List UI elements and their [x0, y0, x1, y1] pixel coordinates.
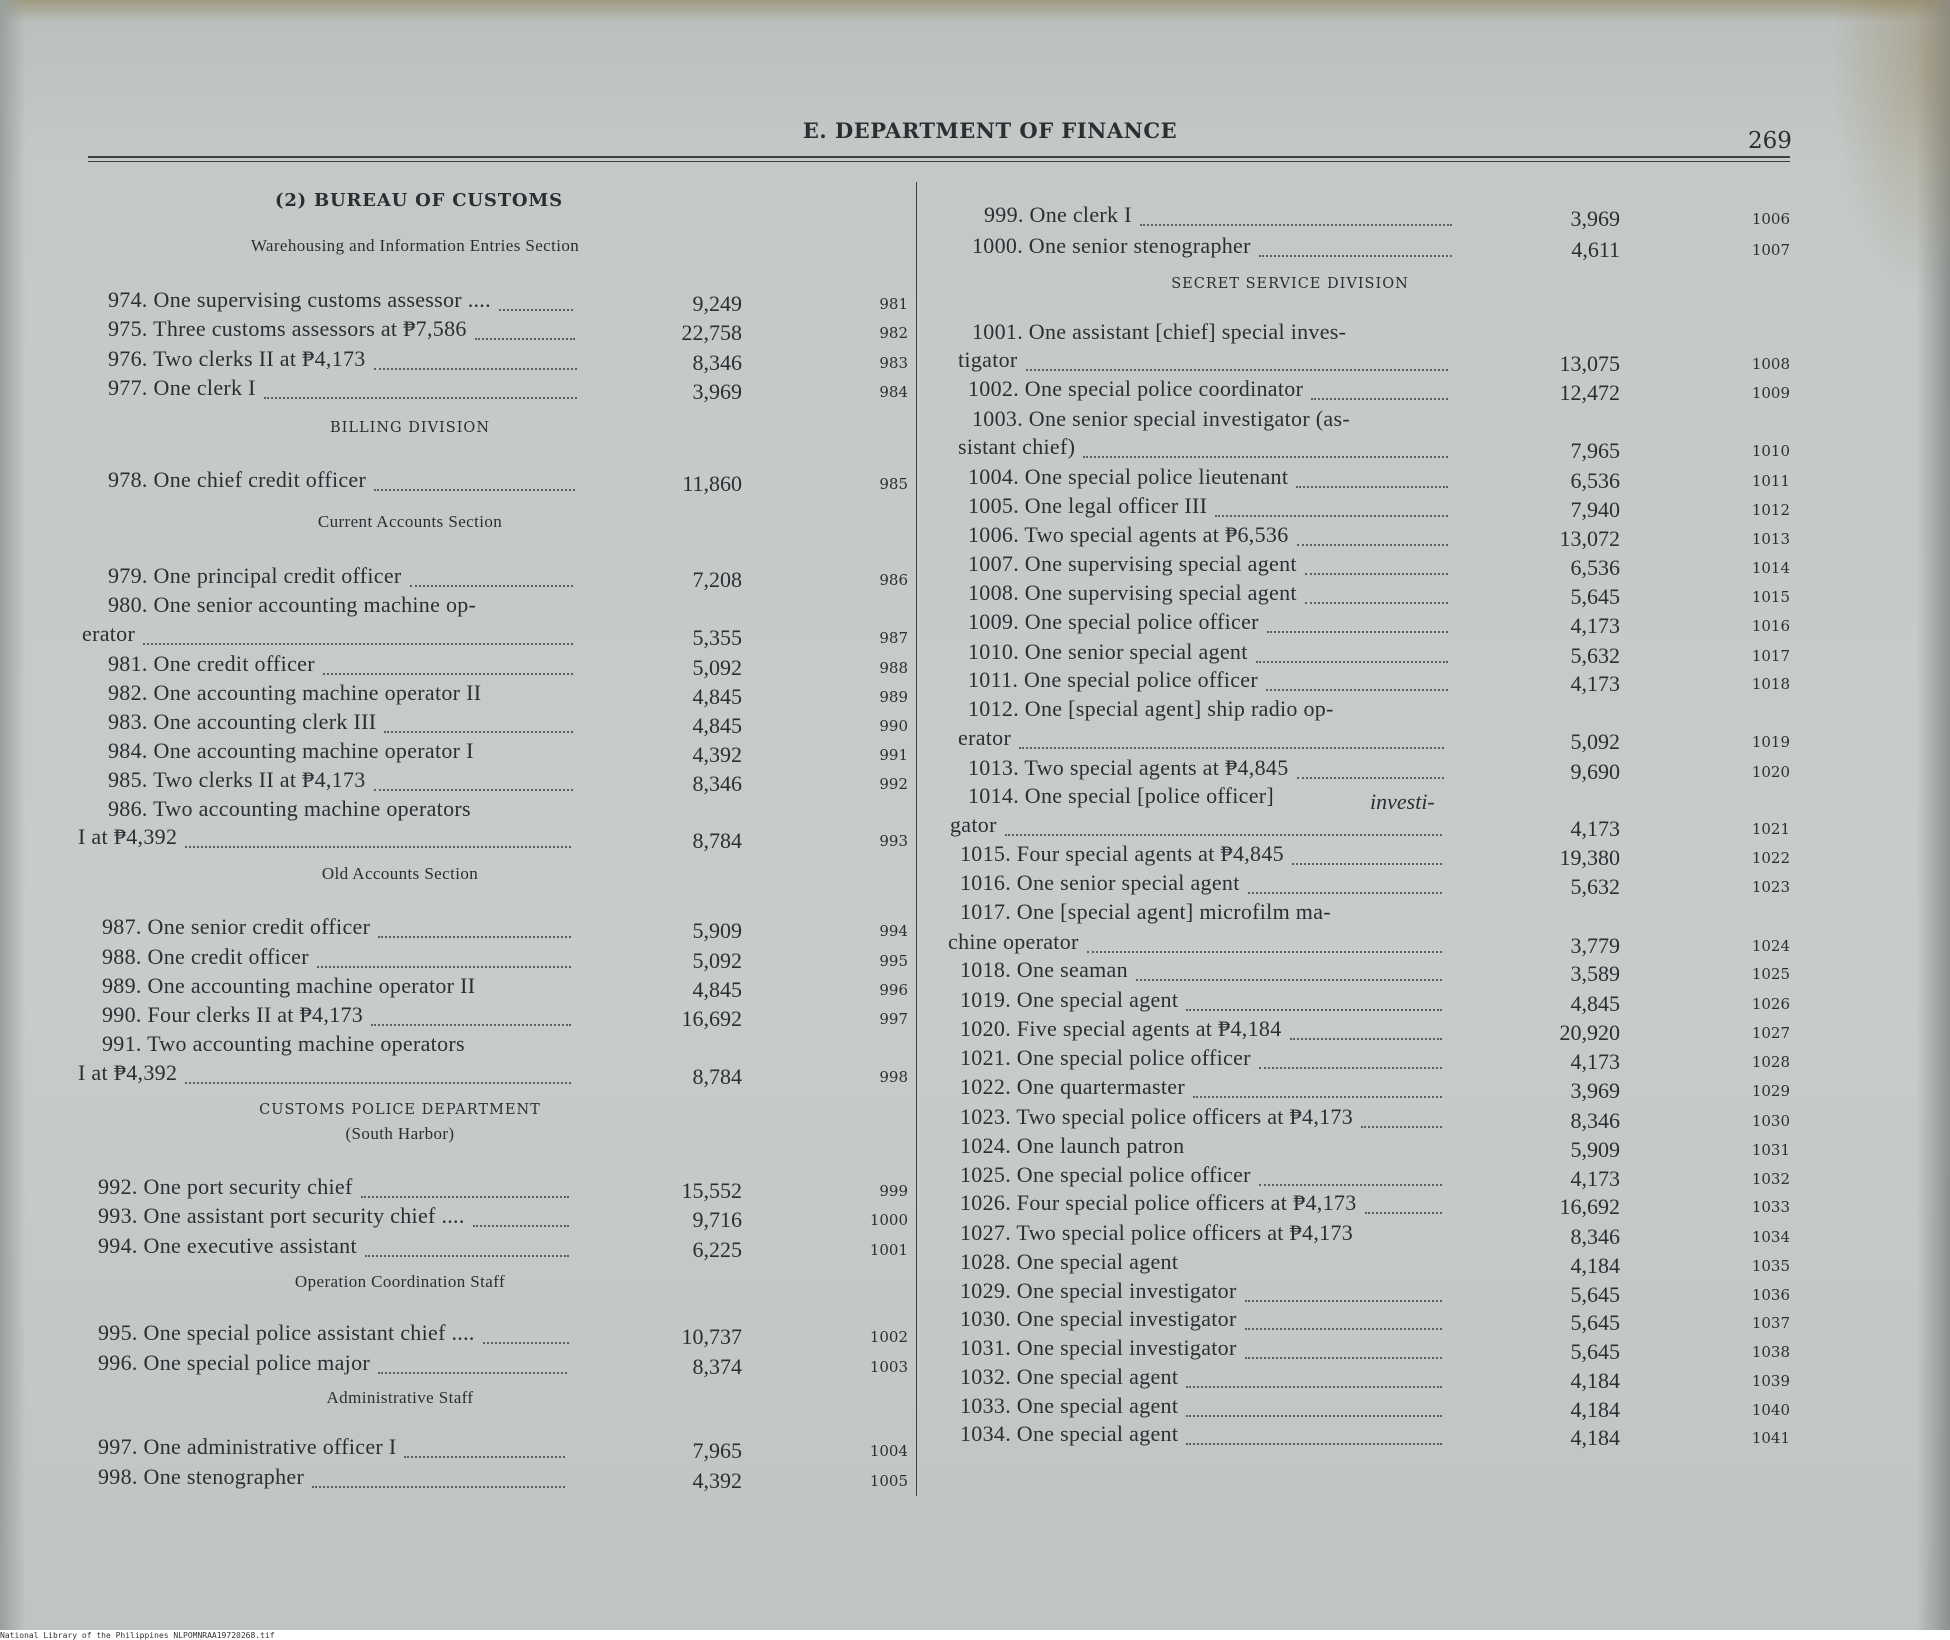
right-item-amount: 13,072 — [1559, 526, 1620, 551]
leader-dots — [475, 338, 575, 340]
leader-dots — [1305, 602, 1448, 604]
right-line-number: 1037 — [1751, 1314, 1790, 1332]
right-line-number: 1010 — [1751, 442, 1790, 460]
section-subheading: (South Harbor) — [345, 1124, 455, 1143]
left-line-number: 1004 — [869, 1442, 908, 1460]
leader-dots — [371, 1024, 571, 1026]
left-item-text: 985. Two clerks II at ₱4,173 — [108, 767, 366, 792]
left-line-number: 1003 — [869, 1358, 908, 1376]
right-item-text: 1033. One special agent — [960, 1393, 1179, 1418]
left-item-amount: 3,969 — [692, 379, 742, 404]
left-line-number: 983 — [879, 354, 908, 372]
left-line-number: 1000 — [869, 1211, 908, 1229]
right-line-number: 1026 — [1751, 995, 1790, 1013]
right-item-amount: 3,589 — [1570, 961, 1620, 986]
left-item-amount: 22,758 — [681, 320, 742, 345]
left-item-text: erator — [82, 621, 136, 646]
paper-stain — [1830, 0, 1950, 300]
right-item-amount: 5,645 — [1570, 1310, 1620, 1335]
right-line-number: 1019 — [1751, 733, 1790, 751]
right-line-number: 1013 — [1751, 530, 1790, 548]
leader-dots — [1296, 486, 1448, 488]
right-line-number: 1017 — [1751, 647, 1790, 665]
left-line-number: 991 — [879, 746, 908, 764]
right-line-number: 1024 — [1751, 937, 1790, 955]
right-item-amount: 3,969 — [1570, 1078, 1620, 1103]
right-item-amount: 4,184 — [1570, 1368, 1620, 1393]
left-line-number: 986 — [879, 571, 908, 589]
right-line-number: 1008 — [1751, 355, 1790, 373]
right-line-number: 1027 — [1751, 1024, 1790, 1042]
header-rule-thin — [88, 161, 1790, 162]
right-item-amount: 6,536 — [1570, 555, 1620, 580]
page-number: 269 — [1748, 128, 1792, 154]
left-item-text: 980. One senior accounting machine op- — [108, 592, 477, 617]
leader-dots — [1305, 573, 1448, 575]
leader-dots — [1259, 1184, 1442, 1186]
left-item-text: 989. One accounting machine operator II — [102, 973, 476, 998]
leader-dots — [404, 1456, 565, 1458]
leader-dots — [1245, 1328, 1442, 1330]
right-item-amount: 20,920 — [1559, 1020, 1620, 1045]
right-item-amount: 4,173 — [1570, 671, 1620, 696]
right-item-text: 1019. One special agent — [960, 987, 1179, 1012]
right-line-number: 1033 — [1751, 1198, 1790, 1216]
right-item-amount: 5,909 — [1570, 1137, 1620, 1162]
right-item-amount: 5,092 — [1570, 729, 1620, 754]
right-item-amount: 6,536 — [1570, 468, 1620, 493]
right-line-number: 1011 — [1751, 472, 1790, 490]
right-line-number: 1006 — [1751, 210, 1790, 228]
left-line-number: 994 — [879, 922, 908, 940]
left-item-amount: 4,845 — [692, 713, 742, 738]
leader-dots — [264, 397, 577, 399]
left-item-amount: 11,860 — [682, 471, 742, 496]
left-item-text: 978. One chief credit officer — [108, 467, 367, 492]
right-line-number: 1028 — [1751, 1053, 1790, 1071]
leader-dots — [1365, 1212, 1443, 1214]
right-item-amount: 4,173 — [1570, 613, 1620, 638]
left-item-amount: 8,784 — [692, 828, 742, 853]
leader-dots — [473, 1225, 569, 1227]
leader-dots — [1186, 1415, 1442, 1417]
left-line-number: 999 — [879, 1182, 908, 1200]
leader-dots — [1019, 747, 1444, 749]
right-item-amount: 5,645 — [1570, 584, 1620, 609]
left-item-text: 976. Two clerks II at ₱4,173 — [108, 346, 366, 371]
left-line-number: 987 — [879, 629, 908, 647]
section-heading: Warehousing and Information Entries Section — [250, 236, 580, 255]
right-item-text: 1026. Four special police officers at ₱4,173 — [960, 1190, 1357, 1215]
header-rule — [88, 156, 1790, 158]
right-item-amount: 4,173 — [1570, 1166, 1620, 1191]
left-item-amount: 4,845 — [692, 977, 742, 1002]
bureau-title: (2) BUREAU OF CUSTOMS — [275, 190, 563, 211]
leader-dots — [185, 846, 571, 848]
right-line-number: 1023 — [1751, 878, 1790, 896]
left-line-number: 995 — [879, 952, 908, 970]
left-line-number: 988 — [879, 659, 908, 677]
left-item-amount: 5,092 — [692, 948, 742, 973]
right-item-amount: 5,632 — [1570, 643, 1620, 668]
leader-dots — [317, 966, 571, 968]
right-line-number: 1014 — [1751, 559, 1790, 577]
right-line-number: 1039 — [1751, 1372, 1790, 1390]
leader-dots — [323, 673, 573, 675]
right-line-number: 1020 — [1751, 763, 1790, 781]
right-item-amount: 5,645 — [1570, 1339, 1620, 1364]
leader-dots — [143, 643, 573, 645]
right-item-text: chine operator — [948, 929, 1079, 954]
right-item-amount: 7,940 — [1570, 497, 1620, 522]
section-heading: Operation Coordination Staff — [294, 1272, 506, 1291]
right-line-number: 1035 — [1751, 1257, 1790, 1275]
leader-dots — [1259, 255, 1452, 257]
right-item-text: 1004. One special police lieutenant — [968, 464, 1289, 489]
right-item-text: 1034. One special agent — [960, 1421, 1179, 1446]
leader-dots — [378, 936, 571, 938]
right-item-amount: 5,632 — [1570, 874, 1620, 899]
left-item-amount: 5,909 — [692, 918, 742, 943]
right-item-text: 1007. One supervising special agent — [968, 551, 1297, 576]
left-line-number: 997 — [879, 1010, 908, 1028]
left-line-number: 1001 — [869, 1241, 908, 1259]
right-item-text: 1018. One seaman — [960, 957, 1128, 982]
right-line-number: 1025 — [1751, 965, 1790, 983]
right-item-amount: 3,779 — [1570, 933, 1620, 958]
left-line-number: 992 — [879, 775, 908, 793]
right-item-text: gator — [950, 812, 997, 837]
left-item-text: 982. One accounting machine operator II — [108, 680, 482, 705]
leader-dots — [361, 1196, 569, 1198]
right-item-text: erator — [958, 725, 1012, 750]
right-item-text: 1006. Two special agents at ₱6,536 — [968, 522, 1289, 547]
right-item-text: 1002. One special police coordinator — [968, 376, 1304, 401]
right-item-amount: 13,075 — [1559, 351, 1620, 376]
leader-dots — [1136, 979, 1442, 981]
leader-dots — [1259, 1067, 1442, 1069]
right-item-amount: 8,346 — [1570, 1224, 1620, 1249]
left-item-text: 997. One administrative officer I — [98, 1434, 397, 1459]
left-line-number: 981 — [879, 295, 908, 313]
right-item-text: 1009. One special police officer — [968, 609, 1259, 634]
right-item-amount: 4,184 — [1570, 1425, 1620, 1450]
leader-dots — [410, 585, 573, 587]
left-item-text: 990. Four clerks II at ₱4,173 — [102, 1002, 364, 1027]
leader-dots — [1193, 1096, 1442, 1098]
left-item-text: 987. One senior credit officer — [102, 914, 371, 939]
section-heading: Administrative Staff — [326, 1388, 474, 1407]
section-heading: Current Accounts Section — [317, 512, 503, 531]
paper-edge-left — [0, 0, 26, 1630]
right-line-number: 1009 — [1751, 384, 1790, 402]
leader-dots — [1186, 1443, 1442, 1445]
left-item-amount: 8,346 — [692, 771, 742, 796]
left-item-text: 975. Three customs assessors at ₱7,586 — [108, 316, 467, 341]
leader-dots — [384, 731, 573, 733]
right-item-text: 1001. One assistant [chief] special inves- — [972, 319, 1347, 344]
leader-dots — [499, 309, 573, 311]
right-item-amount: 7,965 — [1570, 438, 1620, 463]
left-item-text: 993. One assistant port security chief .... — [98, 1203, 465, 1228]
right-item-text: 1016. One senior special agent — [960, 870, 1240, 895]
right-item-text: 1008. One supervising special agent — [968, 580, 1297, 605]
left-item-amount: 16,692 — [681, 1006, 742, 1031]
left-item-amount: 4,392 — [692, 1468, 742, 1493]
left-item-amount: 7,965 — [692, 1438, 742, 1463]
leader-dots — [1256, 661, 1448, 663]
right-item-amount: 4,173 — [1570, 1049, 1620, 1074]
right-line-number: 1029 — [1751, 1082, 1790, 1100]
right-line-number: 1032 — [1751, 1170, 1790, 1188]
right-item-amount: 3,969 — [1570, 206, 1620, 231]
left-line-number: 996 — [879, 981, 908, 999]
left-item-amount: 8,784 — [692, 1064, 742, 1089]
right-item-text: 1020. Five special agents at ₱4,184 — [960, 1016, 1282, 1041]
left-item-text: 983. One accounting clerk III — [108, 709, 377, 734]
right-line-number: 1040 — [1751, 1401, 1790, 1419]
right-item-text: 1024. One launch patron — [960, 1133, 1185, 1158]
right-item-text: 1013. Two special agents at ₱4,845 — [968, 755, 1289, 780]
left-line-number: 993 — [879, 832, 908, 850]
right-item-amount: 4,184 — [1570, 1253, 1620, 1278]
left-item-text: 977. One clerk I — [108, 375, 256, 400]
right-item-text: 1015. Four special agents at ₱4,845 — [960, 841, 1284, 866]
right-item-text: 1032. One special agent — [960, 1364, 1179, 1389]
leader-dots — [1140, 224, 1452, 226]
leader-dots — [1248, 892, 1442, 894]
right-item-text: 1030. One special investigator — [960, 1306, 1237, 1331]
right-item-text: 1000. One senior stenographer — [972, 233, 1251, 258]
left-item-text: I at ₱4,392 — [78, 824, 178, 849]
page-title: E. DEPARTMENT OF FINANCE — [802, 118, 1178, 143]
right-item-amount: 4,184 — [1570, 1397, 1620, 1422]
left-item-text: 974. One supervising customs assessor .... — [108, 287, 491, 312]
right-line-number: 1038 — [1751, 1343, 1790, 1361]
right-item-amount: 4,173 — [1570, 816, 1620, 841]
leader-dots — [1311, 398, 1448, 400]
right-item-text: 1005. One legal officer III — [968, 493, 1208, 518]
left-item-amount: 6,225 — [692, 1237, 742, 1262]
leader-dots — [1186, 1386, 1442, 1388]
right-line-number: 1036 — [1751, 1286, 1790, 1304]
right-item-text: 1028. One special agent — [960, 1249, 1179, 1274]
right-line-number: 1030 — [1751, 1112, 1790, 1130]
section-heading: CUSTOMS POLICE DEPARTMENT — [259, 1102, 541, 1118]
leader-dots — [378, 1372, 567, 1374]
leader-dots — [1186, 1009, 1442, 1011]
leader-dots — [374, 489, 575, 491]
left-item-text: I at ₱4,392 — [78, 1060, 178, 1085]
left-line-number: 998 — [879, 1068, 908, 1086]
section-heading: BILLING DIVISION — [329, 420, 491, 436]
left-item-text: 991. Two accounting machine operators — [102, 1031, 465, 1056]
right-item-text: 1010. One senior special agent — [968, 639, 1248, 664]
right-line-number: 1016 — [1751, 617, 1790, 635]
italic-word: investi- — [1370, 789, 1435, 814]
right-item-text: sistant chief) — [958, 434, 1076, 459]
right-line-number: 1041 — [1751, 1429, 1790, 1447]
leader-dots — [1266, 689, 1448, 691]
right-item-text: 1003. One senior special investigator (as- — [972, 406, 1350, 431]
leader-dots — [1087, 951, 1442, 953]
right-line-number: 1007 — [1751, 241, 1790, 259]
left-item-text: 981. One credit officer — [108, 651, 315, 676]
right-line-number: 1031 — [1751, 1141, 1790, 1159]
left-item-text: 996. One special police major — [98, 1350, 371, 1375]
leader-dots — [483, 1342, 569, 1344]
right-item-amount: 4,845 — [1570, 991, 1620, 1016]
right-item-text: 1014. One special [police officer] — [968, 783, 1275, 808]
right-line-number: 1012 — [1751, 501, 1790, 519]
leader-dots — [374, 789, 573, 791]
leader-dots — [185, 1082, 571, 1084]
left-line-number: 985 — [879, 475, 908, 493]
right-line-number: 1021 — [1751, 820, 1790, 838]
right-item-amount: 16,692 — [1559, 1194, 1620, 1219]
leader-dots — [365, 1255, 569, 1257]
section-heading: SECRET SERVICE DIVISION — [1171, 276, 1409, 292]
column-divider — [916, 182, 917, 1496]
left-line-number: 1005 — [869, 1472, 908, 1490]
leader-dots — [374, 368, 577, 370]
right-item-text: 1017. One [special agent] microfilm ma- — [960, 899, 1331, 924]
right-item-amount: 9,690 — [1570, 759, 1620, 784]
left-item-amount: 4,845 — [692, 684, 742, 709]
leader-dots — [1297, 777, 1445, 779]
left-item-amount: 4,392 — [692, 742, 742, 767]
leader-dots — [1083, 456, 1448, 458]
left-line-number: 1002 — [869, 1328, 908, 1346]
left-item-text: 998. One stenographer — [98, 1464, 305, 1489]
right-line-number: 1022 — [1751, 849, 1790, 867]
left-item-text: 984. One accounting machine operator I — [108, 738, 474, 763]
right-item-text: tigator — [958, 347, 1018, 372]
paper-edge-top — [0, 0, 1950, 22]
leader-dots — [1361, 1126, 1442, 1128]
left-item-text: 995. One special police assistant chief .... — [98, 1320, 475, 1345]
leader-dots — [1292, 863, 1442, 865]
left-item-amount: 9,249 — [692, 291, 742, 316]
right-item-text: 1011. One special police officer — [968, 667, 1258, 692]
left-item-amount: 8,346 — [692, 350, 742, 375]
leader-dots — [1297, 544, 1449, 546]
left-item-amount: 5,355 — [692, 625, 742, 650]
left-line-number: 990 — [879, 717, 908, 735]
right-line-number: 1015 — [1751, 588, 1790, 606]
left-line-number: 984 — [879, 383, 908, 401]
left-item-amount: 8,374 — [692, 1354, 742, 1379]
right-item-text: 1029. One special investigator — [960, 1278, 1237, 1303]
right-item-text: 1022. One quartermaster — [960, 1074, 1185, 1099]
right-item-text: 1031. One special investigator — [960, 1335, 1237, 1360]
left-item-text: 988. One credit officer — [102, 944, 309, 969]
left-item-amount: 5,092 — [692, 655, 742, 680]
right-item-amount: 12,472 — [1559, 380, 1620, 405]
right-item-text: 1027. Two special police officers at ₱4,173 — [960, 1220, 1354, 1245]
left-item-text: 986. Two accounting machine operators — [108, 796, 471, 821]
leader-dots — [1267, 631, 1448, 633]
leader-dots — [312, 1486, 565, 1488]
right-item-amount: 8,346 — [1570, 1108, 1620, 1133]
leader-dots — [1245, 1300, 1442, 1302]
right-item-text: 1012. One [special agent] ship radio op- — [968, 696, 1334, 721]
right-item-text: 1025. One special police officer — [960, 1162, 1251, 1187]
footer-note: National Library of the Philippines NLPOMNRAA19720268.tif — [0, 1631, 275, 1640]
right-item-text: 1023. Two special police officers at ₱4,173 — [960, 1104, 1354, 1129]
left-line-number: 982 — [879, 324, 908, 342]
right-item-text: 999. One clerk I — [984, 202, 1132, 227]
leader-dots — [1290, 1038, 1442, 1040]
leader-dots — [1005, 834, 1442, 836]
right-item-text: 1021. One special police officer — [960, 1045, 1251, 1070]
right-item-amount: 4,611 — [1571, 237, 1620, 262]
section-heading: Old Accounts Section — [321, 864, 479, 883]
leader-dots — [1215, 515, 1448, 517]
left-item-amount: 9,716 — [692, 1207, 742, 1232]
left-item-amount: 7,208 — [692, 567, 742, 592]
left-line-number: 989 — [879, 688, 908, 706]
right-item-amount: 19,380 — [1559, 845, 1620, 870]
leader-dots — [1026, 369, 1448, 371]
left-item-text: 994. One executive assistant — [98, 1233, 357, 1258]
leader-dots — [1245, 1357, 1442, 1359]
right-line-number: 1018 — [1751, 675, 1790, 693]
left-item-amount: 10,737 — [681, 1324, 742, 1349]
left-item-text: 992. One port security chief — [98, 1174, 353, 1199]
left-item-text: 979. One principal credit officer — [108, 563, 402, 588]
right-line-number: 1034 — [1751, 1228, 1790, 1246]
right-item-amount: 5,645 — [1570, 1282, 1620, 1307]
left-item-amount: 15,552 — [681, 1178, 742, 1203]
